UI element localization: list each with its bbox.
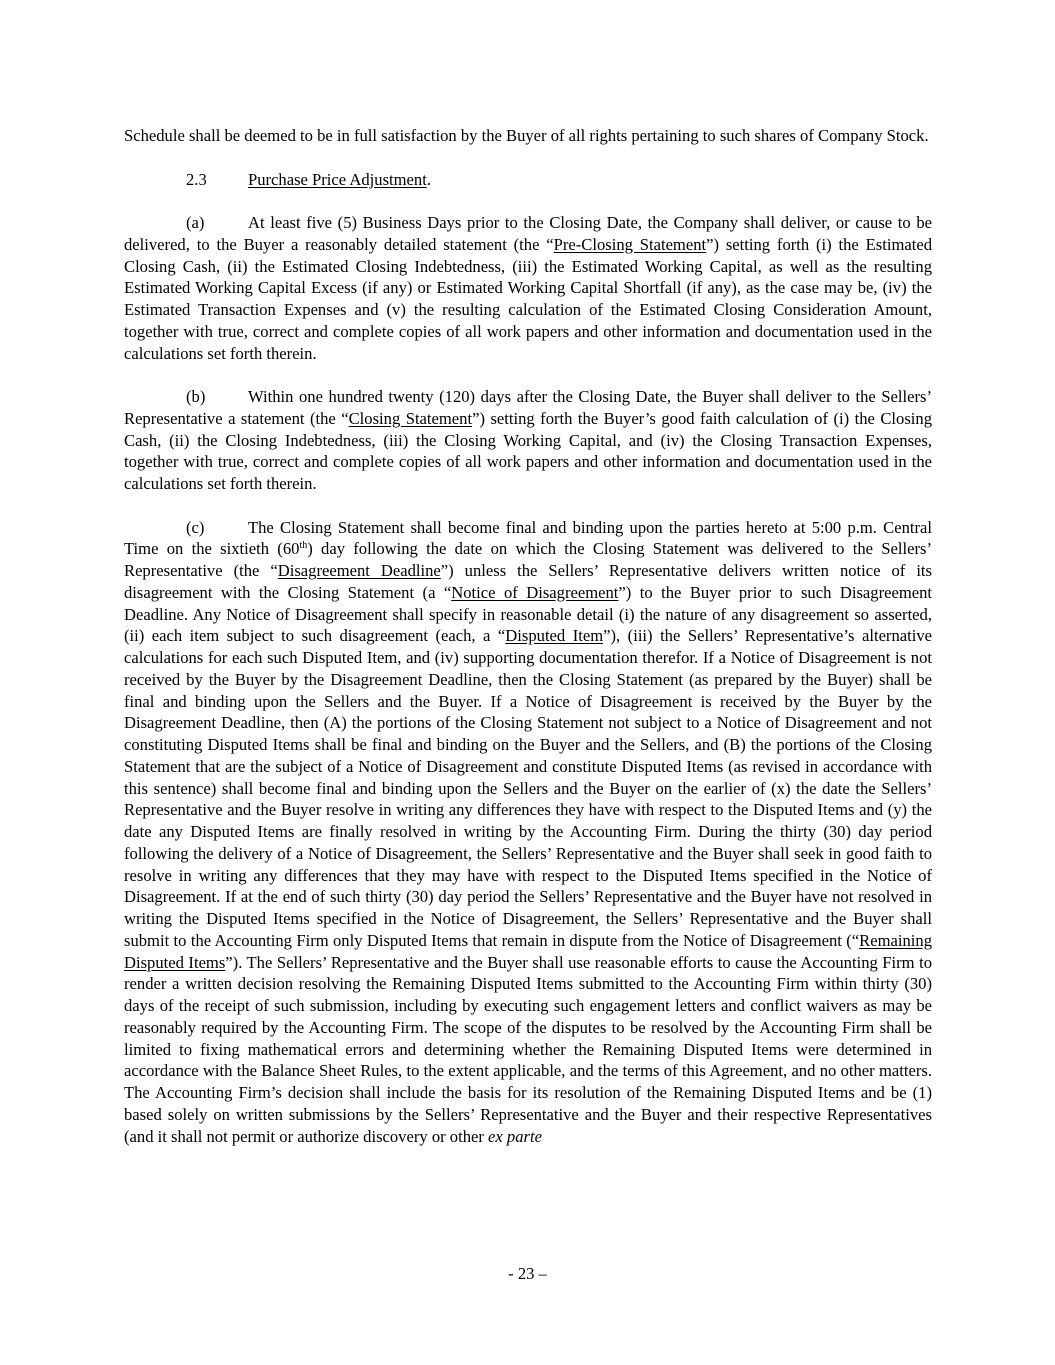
paragraph-text: At least five (5) Business Days prior to the Closing Date, the Company shall deliver, or cause to be delivered, to the Buyer a reasonably detailed statement (the “ bbox=[124, 213, 932, 254]
defined-term-pre-closing-statement: Pre-Closing Statement bbox=[553, 234, 707, 254]
defined-term-disputed-item: Disputed Item bbox=[505, 626, 604, 646]
defined-term-notice-of-disagreement: Notice of Disagreement bbox=[451, 582, 619, 602]
defined-term-remaining-disputed-items: Remaining Disputed Items bbox=[124, 930, 932, 972]
section-heading bbox=[124, 169, 932, 191]
defined-term-closing-statement: Closing Statement bbox=[348, 408, 473, 428]
paragraph-text: ”) to the Buyer prior to such Disagreement Deadline. Any Notice of Disagreement shall specify in reasonable detail (i) the nature of any disagreement so asserted, (ii) each item subject to such disagreement (each, a “ bbox=[124, 582, 932, 646]
section-title: Purchase Price Adjustment bbox=[248, 169, 427, 189]
paragraph-a bbox=[124, 212, 932, 364]
section-number: 2.3 bbox=[186, 169, 207, 189]
page-number: - 23 – bbox=[508, 1264, 547, 1283]
paragraph-text: ”). The Sellers’ Representative and the Buyer shall use reasonable efforts to cause the Accounting Firm to render a written decision resolving the Remaining Disputed Items submitted to the Accounting Firm within thirty (30) days of the receipt of such submission, including by executing such engagement letters and conflict waivers as may be reasonably required by the Accounting Firm. The scope of the disputes to be resolved by the Accounting Firm shall be limited to fixing mathematical errors and determining whether the Remaining Disputed Items were determined in accordance with the Balance Sheet Rules, to the extent applicable, and the terms of this Agreement, and no other matters. The Accounting Firm’s decision shall include the basis for its resolution of the Remaining Disputed Items and be (1) based solely on written submissions by the Sellers’ Representative and the Buyer and their respective Representatives (and it shall not permit or authorize discovery or other bbox=[124, 952, 932, 1146]
italic-term: ex parte bbox=[488, 1126, 542, 1146]
paragraph-b-label: (b) bbox=[186, 387, 206, 406]
paragraph-c bbox=[124, 517, 932, 1148]
paragraph-text: ”), (iii) the Sellers’ Representative’s alternative calculations for each such Disputed Item, and (iv) supporting documentation therefor. If a Notice of Disagreement is not received by the Buyer by the Disagreement Deadline, then the Closing Statement (as prepared by the Buyer) shall be final and binding upon the Sellers and the Buyer. If a Notice of Disagreement is received by the Buyer by the Disagreement Deadline, then (A) the portions of the Closing Statement not subject to a Notice of Disagreement and not constituting Disputed Items shall be final and binding on the Buyer and the Sellers, and (B) the portions of the Closing Statement that are the subject of a Notice of Disagreement and constitute Disputed Items (as revised in accordance with this sentence) shall become final and binding upon the Sellers and the Buyer on the earlier of (x) the date the Sellers’ Representative and the Buyer resolve in writing any differences they have with respect to the Disputed Items and (y) the date any Disputed Items are finally resolved in writing by the Accounting Firm. During the thirty (30) day period following the delivery of a Notice of Disagreement, the Sellers’ Representative and the Buyer shall seek in good faith to resolve in writing any differences that they may have with respect to the Disputed Items specified in the Notice of Disagreement. If at the end of such thirty (30) day period the Sellers’ Representative and the Buyer have not resolved in writing the Disputed Items specified in the Notice of Disagreement, the Sellers’ Representative and the Buyer shall submit to the Accounting Firm only Disputed Items that remain in dispute from the Notice of Disagreement (“ bbox=[124, 626, 933, 950]
defined-term-disagreement-deadline: Disagreement Deadline bbox=[277, 561, 441, 580]
paragraph-text: Within one hundred twenty (120) days after the Closing Date, the Buyer shall deliver to the Sellers’ Representative a statement (the “ bbox=[124, 387, 932, 428]
paragraph-text: ) day following the date on which the Closing Statement was delivered to the Sellers’ Representative (the “ bbox=[124, 539, 932, 580]
paragraph-a-label: (a) bbox=[186, 213, 205, 232]
document-page bbox=[124, 125, 932, 1147]
paragraph-text: ”) unless the Sellers’ Representative delivers written notice of its disagreement with the Closing Statement (a “ bbox=[124, 561, 932, 602]
section-title-trail: . bbox=[426, 169, 431, 189]
paragraph-text: ”) setting forth (i) the Estimated Closing Cash, (ii) the Estimated Closing Indebtedness, (iii) the Estimated Working Capital, as well as the resulting Estimated Working Capital Excess (if any) or Estimated Working Capital Shortfall (if any), as the case may be, (iv) the Estimated Transaction Expenses and (v) the resulting calculation of the Estimated Closing Consideration Amount, together with true, correct and complete copies of all work papers and other information and documentation used in the calculations set forth therein. bbox=[124, 234, 932, 363]
paragraph-text: ”) setting forth the Buyer’s good faith calculation of (i) the Closing Cash, (ii) the Closing Indebtedness, (iii) the Closing Working Capital, and (iv) the Closing Transaction Expenses, together with true, correct and complete copies of all work papers and other information and documentation used in the calculations set forth therein. bbox=[124, 408, 932, 493]
ordinal-superscript: th bbox=[299, 540, 308, 552]
continuation-paragraph: Schedule shall be deemed to be in full satisfaction by the Buyer of all rights pertaining to such shares of Company Stock. bbox=[124, 126, 929, 145]
paragraph-c-label: (c) bbox=[186, 517, 205, 537]
paragraph-text: The Closing Statement shall become final and binding upon the parties hereto at 5:00 p.m. Central Time on the sixtieth (60 bbox=[124, 517, 932, 559]
paragraph-b bbox=[124, 386, 932, 495]
